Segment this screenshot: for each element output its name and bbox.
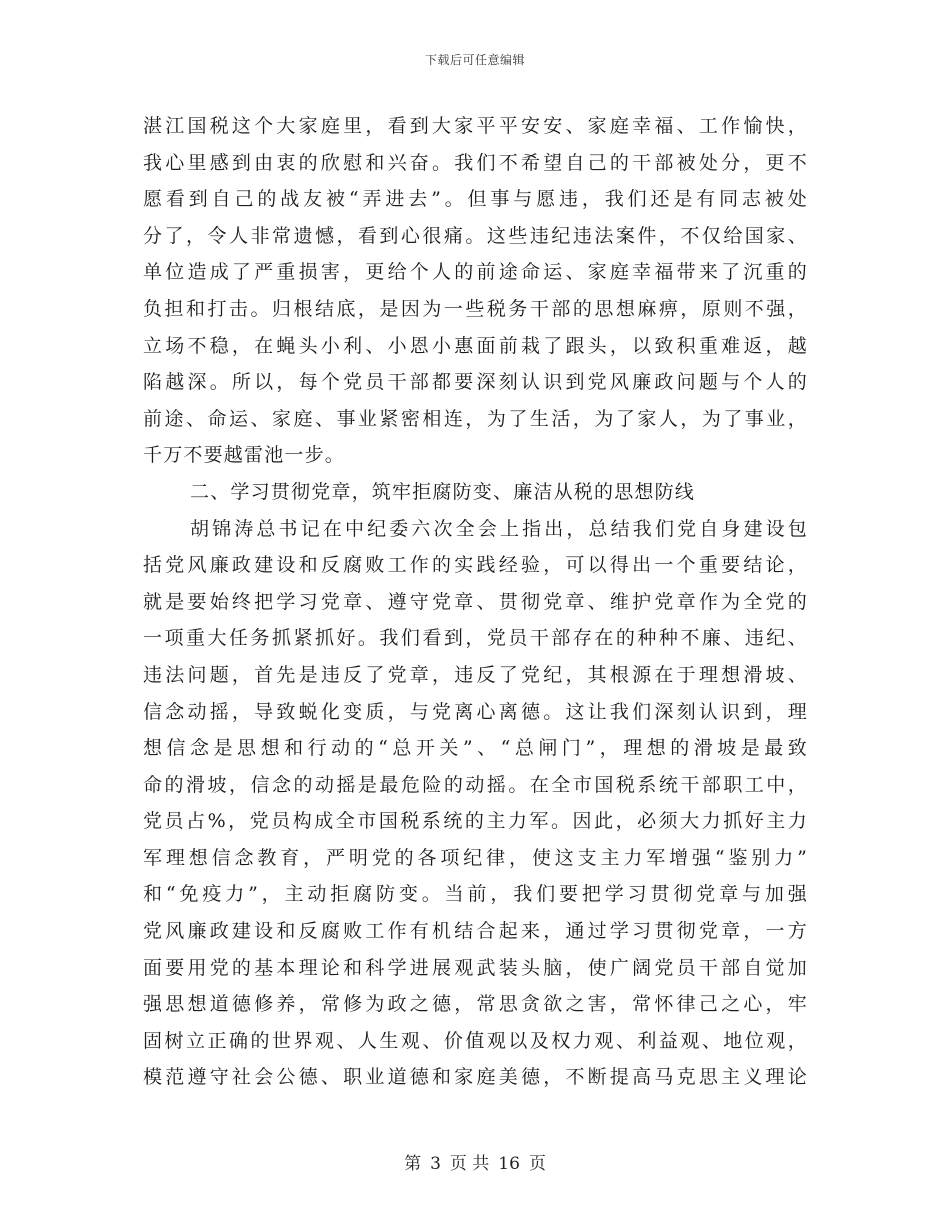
body-line: 我心里感到由衷的欣慰和兴奋。我们不希望自己的干部被处分，更不 (143, 151, 808, 174)
body-line: 立场不稳，在蝇头小利、小恩小惠面前栽了跟头，以致积重难返，越 (143, 334, 808, 357)
body-line: 陷越深。所以，每个党员干部都要深刻认识到党风廉政问题与个人的 (143, 371, 808, 394)
body-line: 就是要始终把学习党章、遵守党章、贯彻党章、维护党章作为全党的 (143, 590, 808, 613)
body-line: 党风廉政建设和反腐败工作有机结合起来，通过学习贯彻党章，一方 (143, 920, 808, 943)
current-page-number: 3 (430, 1154, 441, 1174)
body-line: 单位造成了严重损害，更给个人的前途命运、家庭幸福带来了沉重的 (143, 261, 808, 284)
page-label-suffix: 页 (528, 1154, 546, 1174)
page-label-prefix: 第 (404, 1154, 422, 1174)
body-line: 军理想信念教育，严明党的各项纪律，使这支主力军增强“鉴别力” (143, 846, 808, 869)
body-line: 胡锦涛总书记在中纪委六次全会上指出，总结我们党自身建设包 (190, 517, 808, 540)
document-body (143, 108, 808, 1096)
body-line: 湛江国税这个大家庭里，看到大家平平安安、家庭幸福、工作愉快， (143, 115, 808, 137)
body-line: 负担和打击。归根结底，是因为一些税务干部的思想麻痹，原则不强， (143, 297, 808, 320)
body-line: 面要用党的基本理论和科学进展观武装头脑，使广阔党员干部自觉加 (143, 956, 808, 979)
section-heading: 二、学习贯彻党章，筑牢拒腐防变、廉洁从税的思想防线 (190, 480, 696, 503)
body-line: 愿看到自己的战友被“弄进去”。但事与愿违，我们还是有同志被处 (143, 188, 808, 211)
body-line: 模范遵守社会公德、职业道德和家庭美德，不断提高马克思主义理论 (143, 1066, 808, 1089)
body-line: 命的滑坡，信念的动摇是最危险的动摇。在全市国税系统干部职工中， (143, 773, 808, 796)
page-label-middle: 页 共 (449, 1154, 490, 1174)
body-line: 想信念是思想和行动的“总开关”、“总闸门”，理想的滑坡是最致 (143, 737, 808, 760)
body-line: 固树立正确的世界观、人生观、价值观以及权力观、利益观、地位观， (143, 1029, 808, 1052)
body-line: 一项重大任务抓紧抓好。我们看到，党员干部存在的种种不廉、违纪、 (143, 627, 808, 650)
body-line: 括党风廉政建设和反腐败工作的实践经验，可以得出一个重要结论， (143, 554, 808, 577)
page-header: 下载后可任意编辑 (424, 53, 525, 67)
body-line: 强思想道德修养，常修为政之德，常思贪欲之害，常怀律己之心，牢 (143, 993, 808, 1016)
total-page-number: 16 (498, 1154, 520, 1174)
body-line: 信念动摇，导致蜕化变质，与党离心离德。这让我们深刻认识到，理 (143, 700, 808, 723)
body-line: 分了，令人非常遗憾，看到心很痛。这些违纪违法案件，不仅给国家、 (143, 224, 808, 247)
body-line: 千万不要越雷池一步。 (143, 444, 346, 467)
body-line: 前途、命运、家庭、事业紧密相连，为了生活，为了家人，为了事业， (143, 407, 808, 430)
body-line: 和“免疫力”，主动拒腐防变。当前，我们要把学习贯彻党章与加强 (143, 883, 808, 906)
page-footer (0, 1153, 950, 1175)
body-line: 党员占%，党员构成全市国税系统的主力军。因此，必须大力抓好主力 (143, 810, 808, 833)
body-line: 违法问题，首先是违反了党章，违反了党纪，其根源在于理想滑坡、 (143, 663, 808, 686)
